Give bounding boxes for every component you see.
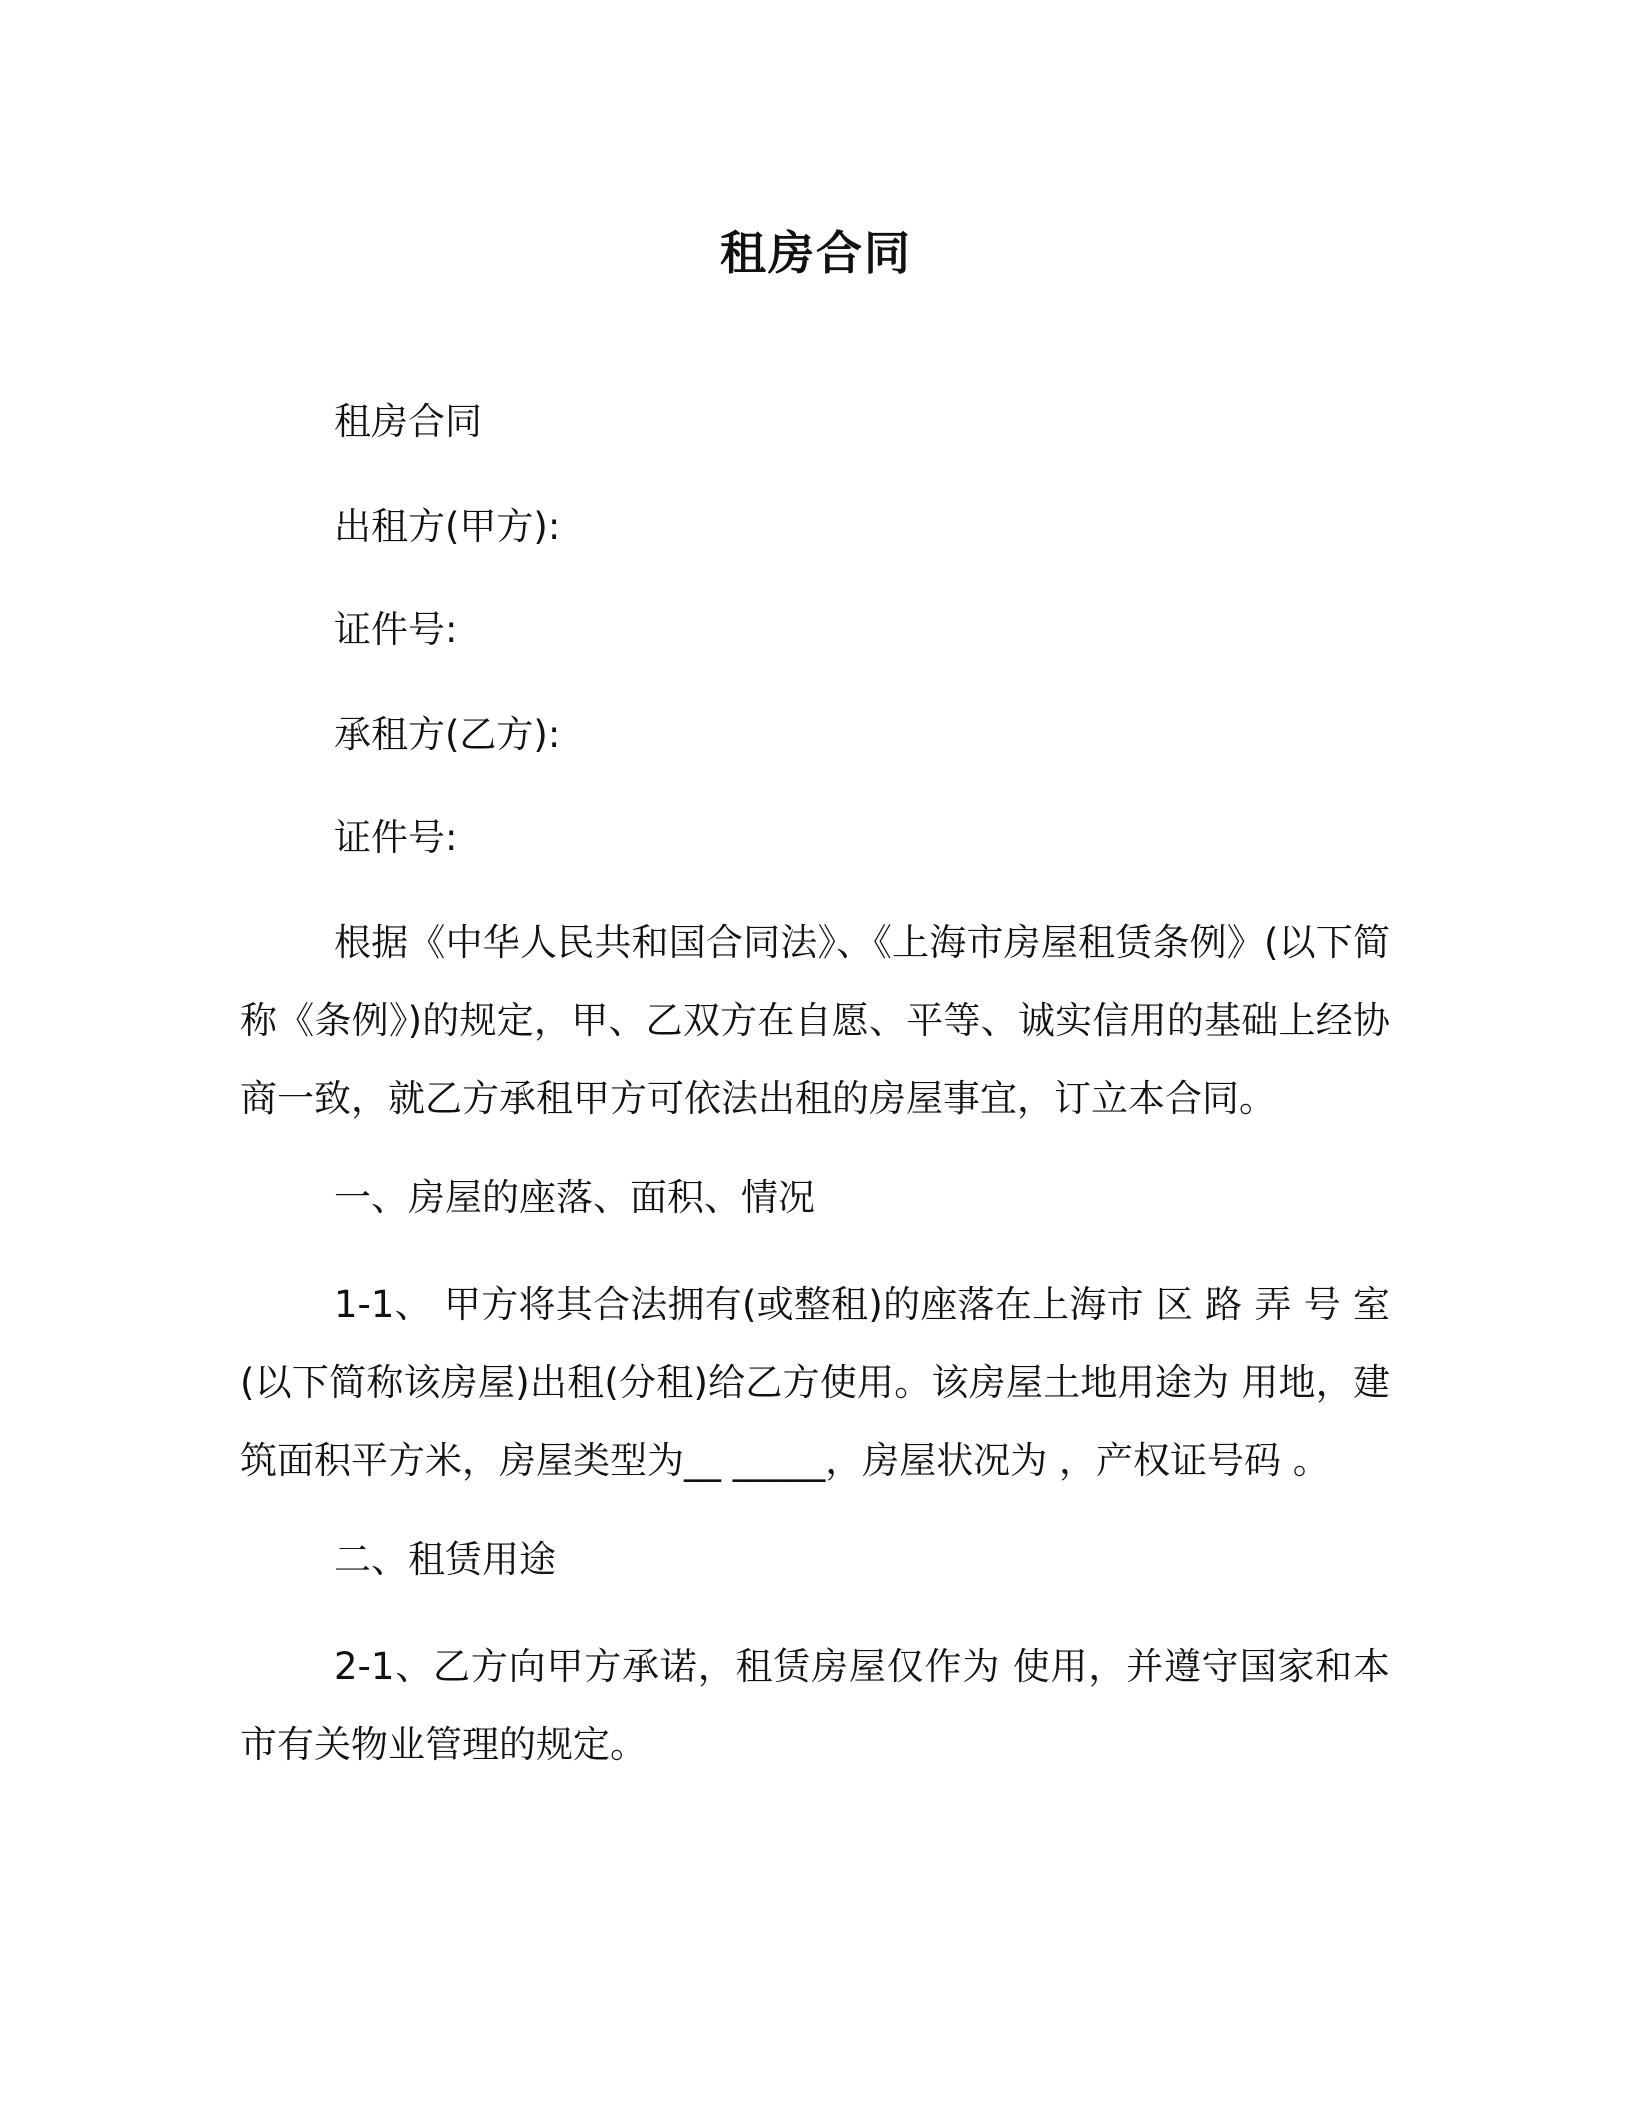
section2-clause: 2-1、乙方向甲方承诺，租赁房屋仅作为 使用，并遵守国家和本市有关物业管理的规定。 — [240, 1645, 1390, 1766]
document-title: 租房合同 — [720, 226, 912, 280]
preamble-paragraph: 根据《中华人民共和国合同法》、《上海市房屋租赁条例》(以下简称《条例》)的规定，甲、乙双方在自愿、平等、诚实信用的基础上经协商一致，就乙方承租甲方可依法出租的房屋事宜，订立本合同。 — [240, 921, 1390, 1120]
lessee-id-label: 证件号: — [334, 816, 458, 859]
lessor-label: 出租方(甲方): — [334, 505, 561, 548]
section1-heading: 一、房屋的座落、面积、情况 — [334, 1176, 815, 1219]
lessor-id-label: 证件号: — [334, 608, 458, 651]
lessee-label: 承租方(乙方): — [334, 713, 561, 756]
section2-heading: 二、租赁用途 — [334, 1538, 556, 1581]
section1-clause: 1-1、 甲方将其合法拥有(或整租)的座落在上海市 区 路 弄 号 室(以下简称该房屋)出租(分租)给乙方使用。该房屋土地用途为 用地，建筑面积平方米，房屋类型为__ _____，房屋状况为 ，产权证号码 。 — [240, 1283, 1390, 1482]
contract-subtitle: 租房合同 — [334, 400, 482, 443]
